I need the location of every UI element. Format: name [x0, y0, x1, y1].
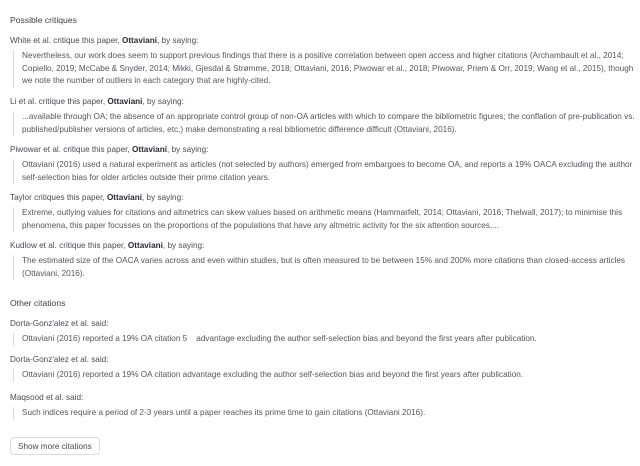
- critique-quote: ...available through OA; the absence of an appropriate control group of non-OA articles with which to compare the bibliometric figures; the conflation of pre-publication vs. published/publisher versions of articles, etc.) make demonstrating a real bibliometric difference difficult (Ottaviani, 2016).: [13, 111, 636, 136]
- critique-intro: Li et al. critique this paper, Ottaviani, by saying:: [10, 97, 184, 106]
- critique-intro: Taylor critiques this paper, Ottaviani, by saying:: [10, 193, 184, 202]
- critiques-heading: Possible critiques: [10, 15, 77, 25]
- critique-intro: White et al. critique this paper, Ottaviani, by saying:: [10, 36, 199, 45]
- show-more-citations-button[interactable]: Show more citations: [10, 437, 100, 455]
- citation-quote: Ottaviani (2016) reported a 19% OA citation 5 advantage excluding the author self-selection bias and beyond the first years after publication.: [13, 333, 636, 346]
- citation-intro: Dorta-Gonz'alez et al. said:: [10, 319, 109, 328]
- paper-name: Ottaviani: [131, 145, 168, 154]
- paper-name: Ottaviani: [106, 193, 142, 202]
- critique-quote: The estimated size of the OACA varies across and even within studies, but is often measured to be between 15% and 200% more citations than closed-access articles (Ottaviani, 2016).: [13, 255, 636, 280]
- citation-quote: Ottaviani (2016) reported a 19% OA citation advantage excluding the author self-selection bias and beyond the first years after publication.: [13, 369, 636, 382]
- critique-quote: Nevertheless, our work does seem to support previous findings that there is a positive correlation between open access and higher citations (Archambault et al., 2014; Copiello, 2019; McCabe & Snyder, 2014; Mikki, Gjesdal & Strømme, 2018; Ottaviani, 2016; Piwowar et al., 2018; Piwowar, Priem & Orr, 2019; Wang et al., 2015), though we note the number of outliers in each category that are highly-cited.: [13, 50, 636, 88]
- other-citations-heading: Other citations: [10, 298, 66, 308]
- critique-quote: Ottaviani (2016) used a natural experiment as articles (not selected by authors) emerged from embargoes to become OA, and reports a 19% OACA excluding the author self-selection bias for older articles outside their prime citation years.: [13, 159, 636, 184]
- paper-name: Ottaviani: [121, 36, 157, 45]
- critique-intro: Piwowar et al. critique this paper, Ottaviani, by saying:: [10, 145, 209, 154]
- paper-name: Ottaviani: [107, 97, 143, 106]
- critique-quote: Extreme, outlying values for citations and altmetrics can skew values based on arithmetic means (Hammarfelt, 2014; Ottaviani, 2016; Thelwall, 2017); to minimise this phenomena, this paper focusses on the proportions of the populations that have any altmetric activity for the six attention sources,...: [13, 207, 636, 232]
- critique-intro: Kudlow et al. critique this paper, Ottaviani, by saying:: [10, 241, 205, 250]
- paper-name: Ottaviani: [127, 241, 163, 250]
- citation-intro: Dorta-Gonz'alez et al. said:: [10, 355, 109, 364]
- citation-quote: Such indices require a period of 2-3 years until a paper reaches its prime time to gain citations (Ottaviani 2016).: [13, 407, 636, 420]
- citation-intro: Maqsood et al. said:: [10, 393, 84, 402]
